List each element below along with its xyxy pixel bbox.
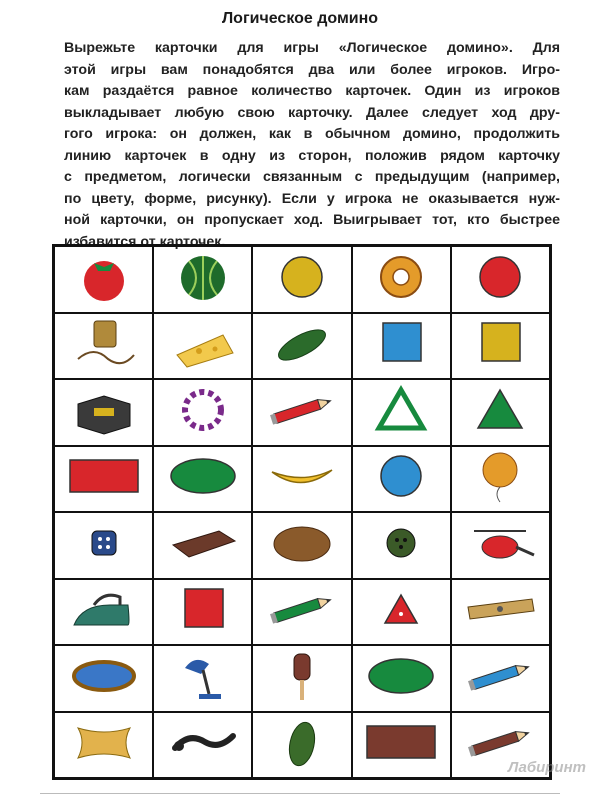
paragraph-line: этой игры вам понадобятся два или более игроков. Игро- bbox=[64, 61, 560, 78]
domino-card bbox=[252, 379, 351, 446]
domino-card bbox=[54, 645, 153, 712]
green-oval-icon bbox=[163, 448, 243, 509]
bagel-icon bbox=[361, 249, 441, 310]
domino-card bbox=[54, 246, 153, 313]
domino-card bbox=[54, 712, 153, 779]
helicopter-icon bbox=[460, 515, 540, 576]
red-pencil-icon bbox=[262, 382, 342, 443]
paragraph-line: кам раздаётся равное количество карточек. Один из игроков bbox=[64, 83, 560, 99]
domino-card bbox=[352, 712, 451, 779]
cheese-icon bbox=[163, 315, 243, 376]
domino-card bbox=[153, 246, 252, 313]
blue-pencil-icon bbox=[460, 648, 540, 709]
domino-card bbox=[252, 512, 351, 579]
thread-spool-icon bbox=[64, 315, 144, 376]
domino-card bbox=[451, 246, 550, 313]
domino-card bbox=[153, 645, 252, 712]
paragraph-line: гого игрока: он должен, как в обычном домино, продолжить bbox=[64, 126, 560, 142]
green-triangle-icon bbox=[460, 382, 540, 443]
publisher-watermark: Лабиринт bbox=[507, 759, 586, 776]
red-circle-icon bbox=[460, 249, 540, 310]
blue-circle-icon bbox=[361, 448, 441, 509]
domino-card bbox=[451, 313, 550, 380]
domino-card bbox=[252, 579, 351, 646]
red-square-icon bbox=[163, 581, 243, 642]
zucchini-icon bbox=[262, 714, 342, 775]
domino-card bbox=[153, 379, 252, 446]
paragraph-line: выкладывает любую свою карточку. Далее следует ход дру- bbox=[64, 104, 560, 121]
domino-card bbox=[252, 246, 351, 313]
balloon-icon bbox=[460, 448, 540, 509]
blue-lamp-icon bbox=[163, 648, 243, 709]
green-oval-2-icon bbox=[361, 648, 441, 709]
domino-card bbox=[352, 446, 451, 513]
domino-card bbox=[352, 579, 451, 646]
watermelon-icon bbox=[163, 249, 243, 310]
tambourine-icon bbox=[64, 648, 144, 709]
domino-card bbox=[451, 512, 550, 579]
domino-card bbox=[54, 446, 153, 513]
paragraph-line: ной карточки, он пропускает ход. Выигрывает тот, кто быстрее bbox=[64, 212, 560, 228]
brown-rectangle-icon bbox=[361, 714, 441, 775]
domino-card bbox=[352, 246, 451, 313]
paragraph-line: с предметом, логически связанным с предыдущим (например, bbox=[64, 169, 560, 185]
bead-necklace-icon bbox=[163, 382, 243, 443]
paragraph-line: по цвету, форме, рисунку). Если у игрока не оказывается нуж- bbox=[64, 190, 560, 207]
green-triangle-frame-icon bbox=[361, 382, 441, 443]
domino-card-grid bbox=[52, 244, 552, 780]
domino-card bbox=[352, 512, 451, 579]
banana-icon bbox=[262, 448, 342, 509]
domino-card bbox=[252, 446, 351, 513]
domino-card bbox=[252, 645, 351, 712]
ice-cream-icon bbox=[262, 648, 342, 709]
yellow-square-icon bbox=[460, 315, 540, 376]
domino-card bbox=[451, 379, 550, 446]
domino-card bbox=[451, 446, 550, 513]
domino-card bbox=[54, 379, 153, 446]
domino-card bbox=[54, 512, 153, 579]
paragraph-line: линию карточек в одну из сторон, положив рядом карточку bbox=[64, 147, 560, 164]
domino-card bbox=[252, 712, 351, 779]
potato-icon bbox=[262, 515, 342, 576]
domino-card bbox=[153, 512, 252, 579]
paragraph-line: избавится от карточек. bbox=[64, 233, 226, 250]
paragraph-line: Вырежьте карточки для игры «Логическое домино». Для bbox=[64, 40, 560, 56]
page-title: Логическое домино bbox=[221, 10, 379, 27]
green-pencil-icon bbox=[262, 581, 342, 642]
bottom-divider bbox=[40, 793, 560, 794]
yellow-circle-icon bbox=[262, 249, 342, 310]
domino-card bbox=[153, 712, 252, 779]
pillow-icon bbox=[64, 714, 144, 775]
green-button-icon bbox=[361, 515, 441, 576]
domino-card bbox=[352, 313, 451, 380]
domino-card bbox=[451, 579, 550, 646]
lizard-icon bbox=[163, 714, 243, 775]
iron-icon bbox=[64, 581, 144, 642]
blue-square-icon bbox=[361, 315, 441, 376]
clothespin-icon bbox=[460, 581, 540, 642]
domino-card bbox=[153, 313, 252, 380]
domino-card bbox=[54, 313, 153, 380]
domino-card bbox=[153, 446, 252, 513]
domino-card bbox=[252, 313, 351, 380]
red-rectangle-icon bbox=[64, 448, 144, 509]
domino-card bbox=[54, 579, 153, 646]
tomato-icon bbox=[64, 249, 144, 310]
gift-box-icon bbox=[64, 382, 144, 443]
red-triangle-icon bbox=[361, 581, 441, 642]
chocolate-bar-icon bbox=[163, 515, 243, 576]
domino-card bbox=[451, 645, 550, 712]
blue-button-icon bbox=[64, 515, 144, 576]
domino-card bbox=[352, 379, 451, 446]
domino-card bbox=[153, 579, 252, 646]
domino-card bbox=[352, 645, 451, 712]
instructions-paragraph bbox=[64, 38, 560, 253]
cucumber-icon bbox=[262, 315, 342, 376]
